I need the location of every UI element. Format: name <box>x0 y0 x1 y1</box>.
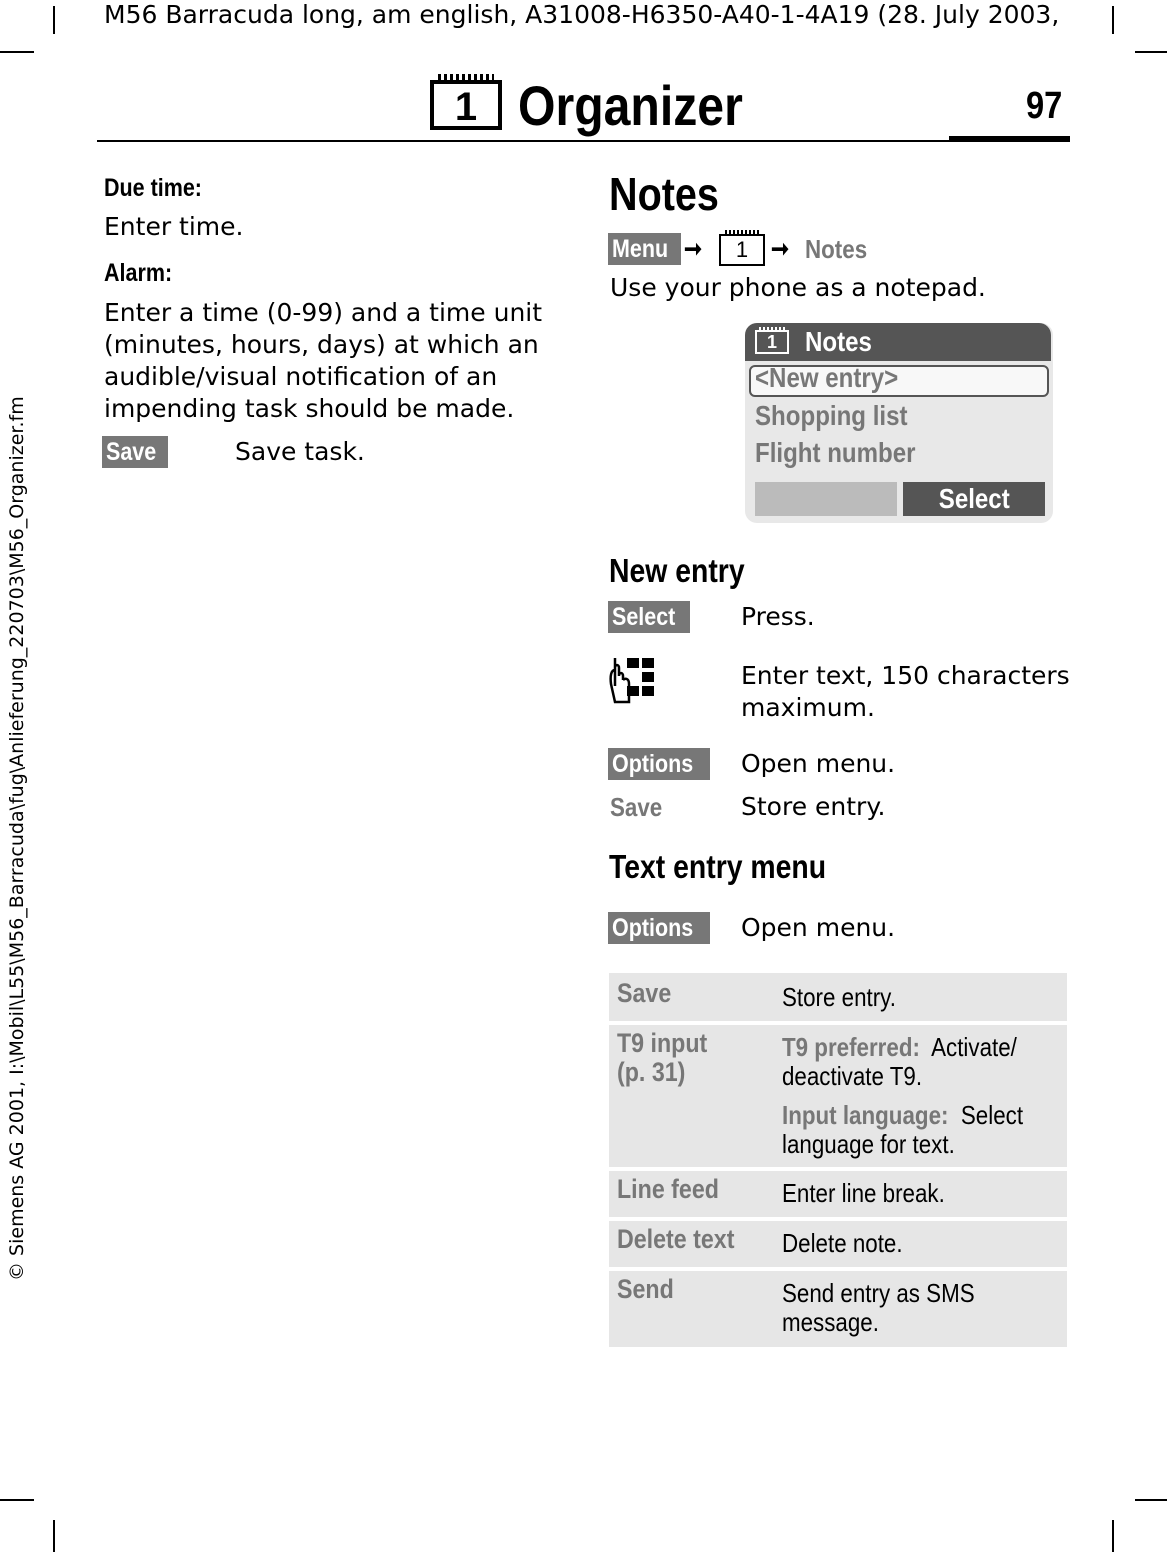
phone-screen <box>745 323 1053 523</box>
save-menu-text: Store entry. <box>741 792 886 821</box>
crop-mark <box>1112 6 1114 34</box>
menu-softkey: Menu <box>608 233 681 265</box>
menu-item-desc: Store entry. <box>782 982 896 1012</box>
crop-mark <box>1135 51 1167 53</box>
screen-list-item[interactable]: <New entry> <box>755 362 899 393</box>
alarm-label: Alarm: <box>104 259 173 287</box>
options-text: Open menu. <box>741 913 896 942</box>
screen-title-bar <box>745 323 1051 361</box>
screen-list-item[interactable]: Flight number <box>755 437 916 468</box>
notes-intro: Use your phone as a notepad. <box>610 273 986 302</box>
keypad-icon <box>609 656 663 714</box>
menu-item-name: Save <box>617 978 672 1008</box>
page-number-rule <box>949 136 1070 142</box>
table-row <box>609 1221 1067 1267</box>
crop-mark <box>1135 1499 1167 1501</box>
crop-mark <box>53 1520 55 1552</box>
table-row <box>609 1171 1067 1217</box>
calendar-icon: 1 <box>430 80 502 130</box>
keypad-text: Enter text, 150 characters maximum. <box>741 661 1070 722</box>
screen-left-softkey[interactable] <box>755 482 897 516</box>
calendar-icon: 1 <box>755 330 789 354</box>
menu-item-name: T9 input (p. 31) <box>617 1028 708 1087</box>
text-entry-menu-heading: Text entry menu <box>609 848 827 885</box>
select-softkey: Select <box>608 601 690 633</box>
options-softkey: Options <box>608 748 710 780</box>
menu-item-desc: Send entry as SMS message. <box>782 1278 975 1337</box>
screen-select-softkey[interactable]: Select <box>903 482 1045 516</box>
due-time-label: Due time: <box>104 174 202 202</box>
menu-item-desc: T9 preferred: Activate/ deactivate T9. Input language: Select language for text. <box>782 1032 1024 1159</box>
screen-list-item[interactable]: Shopping list <box>755 400 908 431</box>
menu-item-name: Send <box>617 1274 674 1304</box>
chapter-title: Organizer <box>518 74 743 137</box>
path-arrow: ➞ <box>684 235 703 263</box>
save-menu-item: Save <box>610 792 663 822</box>
menu-item-desc: Delete note. <box>782 1228 903 1258</box>
crop-mark <box>53 6 55 34</box>
menu-item-name: Delete text <box>617 1224 735 1254</box>
side-copyright-line: © Siemens AG 2001, I:\Mobil\L55\M56_Barracuda\fug\Anlieferung_220703\M56_Organizer.fm <box>6 396 28 1281</box>
menu-item-name: Line feed <box>617 1174 719 1204</box>
path-arrow: ➞ <box>771 235 790 263</box>
select-text: Press. <box>741 602 815 631</box>
crop-mark <box>0 1499 34 1501</box>
save-task-text: Save task. <box>235 437 365 466</box>
header-rule <box>97 140 949 142</box>
notes-heading: Notes <box>609 168 719 220</box>
menu-item-desc: Enter line break. <box>782 1178 945 1208</box>
table-row <box>609 1271 1067 1347</box>
path-target-notes: Notes <box>805 234 868 264</box>
page-number: 97 <box>1026 85 1063 127</box>
options-text: Open menu. <box>741 749 896 778</box>
crop-mark <box>1112 1520 1114 1552</box>
screen-title: Notes <box>805 326 872 357</box>
calendar-icon: 1 <box>719 234 765 266</box>
new-entry-heading: New entry <box>609 552 745 589</box>
due-time-text: Enter time. <box>104 212 244 241</box>
crop-mark <box>0 51 34 53</box>
table-row <box>609 973 1067 1021</box>
save-softkey: Save <box>102 436 168 468</box>
alarm-text: Enter a time (0-99) and a time unit (minutes, hours, days) at which an audible/visual notification of an impending task should be made. <box>104 298 543 423</box>
table-row <box>609 1025 1067 1167</box>
document-header-line: M56 Barracuda long, am english, A31008-H6350-A40-1-4A19 (28. July 2003, <box>104 0 1060 29</box>
options-softkey: Options <box>608 912 710 944</box>
